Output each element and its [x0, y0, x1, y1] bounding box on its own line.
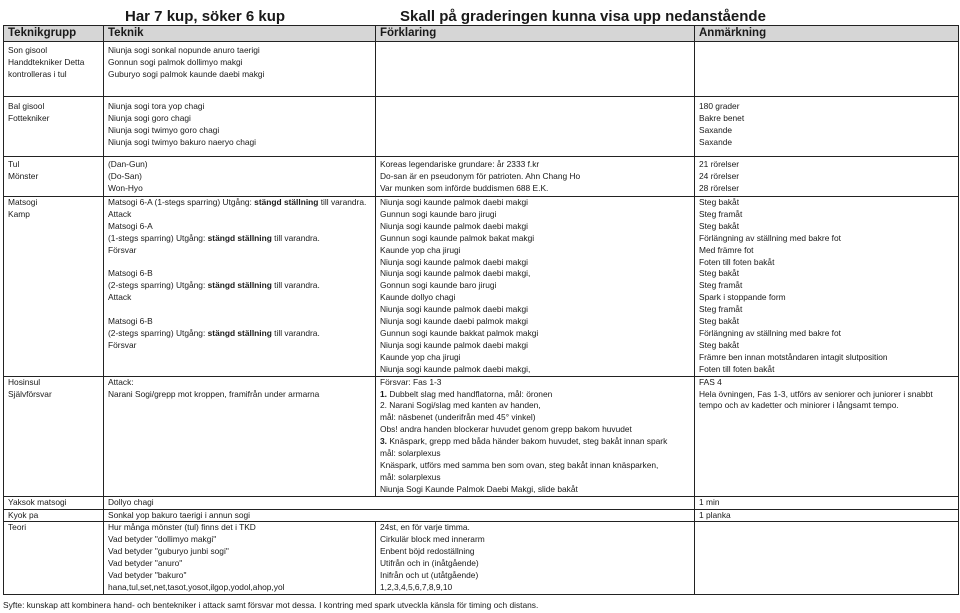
question-line: hana,tul,set,net,tasot,yosot,ilgop,yodol,ahop,yol [108, 582, 285, 592]
remark-line: Steg bakåt [699, 197, 740, 207]
group-label: Tul [8, 159, 20, 169]
remark-line: Steg bakåt [699, 268, 740, 279]
remark-cell [695, 157, 959, 197]
explanation-cell [376, 157, 695, 197]
technique-line: Niunja sogi sonkal nopunde anuro taerigi [108, 45, 260, 55]
remark-line: Bakre benet [699, 112, 745, 123]
remark-line: Foten till foten bakåt [699, 363, 775, 374]
answer-line: 24st, en för varje timma. [380, 522, 470, 533]
requirements-title: Skall på graderingen kunna visa upp nedanstående [400, 8, 766, 25]
technique-cell [104, 157, 376, 197]
remark-line: tempo och av kadetter och miniorer i långsamt tempo. [699, 400, 899, 411]
explanation-line: Knäspark, utförs med samma ben som ovan, steg bakåt innan knäsparken, [380, 459, 659, 470]
group-cell [4, 376, 104, 496]
explanation-line: mål: näsbenet (underifrån med 45° vinkel) [380, 412, 536, 423]
remark-line: Främre ben innan motståndaren intagit slutposition [699, 351, 888, 362]
sparring-role: Attack [108, 292, 132, 303]
group-label: Son gisool [8, 45, 48, 55]
explanation-line: Kaunde yop cha jirugi [380, 351, 461, 362]
group-label: Handdtekniker Detta [8, 56, 85, 67]
explanation-line: Niunja sogi kaunde palmok daebi makgi, [380, 363, 531, 374]
group-cell [4, 42, 104, 97]
question-line: Vad betyder "bakuro" [108, 570, 187, 581]
remark-line: Steg framåt [699, 304, 743, 315]
sparring-desc: (2-stegs sparring) Utgång: stängd ställning till varandra. [108, 280, 320, 291]
explanation-cell [376, 97, 695, 157]
group-label: Fottekniker [8, 112, 50, 123]
remark-line: Saxande [699, 124, 733, 135]
explanation-line: Gunnun sogi kaunde bakkat palmok makgi [380, 327, 539, 338]
technique-cell [104, 522, 376, 595]
table-row-son-gisool [4, 42, 959, 97]
group-cell [4, 197, 104, 377]
group-label: Självförsvar [8, 388, 52, 399]
technique-line: Niunja sogi twimyo goro chagi [108, 124, 220, 135]
remark-line: Steg bakåt [699, 316, 740, 327]
remark-line: Med främre fot [699, 244, 754, 255]
sparring-title: Matsogi 6-B [108, 316, 153, 327]
explanation-line: Kaunde dollyo chagi [380, 292, 456, 303]
explanation-cell [376, 42, 695, 97]
table-row-hosinsul [4, 376, 959, 496]
explanation-line: Koreas legendariske grundare: år 2333 f.kr [380, 159, 540, 169]
technique-cell: Dollyo chagi [104, 496, 695, 509]
page-header [0, 6, 960, 26]
remark-cell [695, 376, 959, 496]
technique-line: Attack: [108, 376, 134, 387]
explanation-line: Gunnun sogi kaunde baro jirugi [380, 208, 497, 219]
answer-line: Inifrån och ut (utåtgående) [380, 570, 479, 581]
pattern-name: (Dan-Gun) [108, 159, 148, 169]
technique-cell [104, 197, 376, 377]
remark-line: Steg framåt [699, 280, 743, 291]
technique-line: Guburyo sogi palmok kaunde daebi makgi [108, 68, 265, 79]
remark-line: Förlängning av ställning med bakre fot [699, 232, 841, 243]
group-label: Matsogi [8, 197, 38, 207]
remark-line: 21 rörelser [699, 159, 740, 169]
answer-line: Enbent böjd redoställning [380, 546, 475, 557]
remark-line: 28 rörelser [699, 182, 740, 193]
sparring-title: Matsogi 6-A [108, 220, 153, 231]
explanation-line: Gonnun sogi kaunde baro jirugi [380, 280, 497, 291]
technique-cell [104, 97, 376, 157]
remark-cell [695, 522, 959, 595]
remark-line: Steg bakåt [699, 339, 740, 350]
technique-cell: Sonkal yop bakuro taerigi i annun sogi [104, 509, 695, 522]
explanation-line: Niunja sogi kaunde palmok daebi makgi [380, 220, 529, 231]
header-cell: Teknik [104, 26, 376, 42]
table-row-yaksok [4, 496, 959, 509]
group-label: Hosinsul [8, 376, 41, 387]
technique-cell [104, 42, 376, 97]
remark-line: Förlängning av ställning med bakre fot [699, 327, 841, 338]
remark-line: Steg framåt [699, 208, 743, 219]
explanation-line: 3. Knäspark, grepp med båda händer bakom huvudet, steg bakåt innan spark [380, 436, 668, 447]
technique-line: Gonnun sogi palmok dollimyo makgi [108, 56, 243, 67]
remark-line: Saxande [699, 136, 733, 147]
explanation-line: Försvar: Fas 1-3 [380, 376, 442, 387]
sparring-desc: (1-stegs sparring) Utgång: stängd ställning till varandra. [108, 232, 320, 243]
remark-line: 180 grader [699, 101, 740, 111]
explanation-line: Do-san är en pseudonym för patrioten. Ahn Chang Ho [380, 170, 581, 181]
sparring-title: Matsogi 6-B [108, 268, 153, 279]
question-line: Vad betyder "guburyo junbi sogi" [108, 546, 229, 557]
header-cell: Anmärkning [695, 26, 959, 42]
table-header-row [4, 26, 959, 42]
question-line: Hur många mönster (tul) finns det i TKD [108, 522, 256, 533]
explanation-line: Niunja sogi kaunde palmok daebi makgi [380, 339, 529, 350]
answer-line: Cirkulär block med innerarm [380, 534, 485, 545]
remark-line: FAS 4 [699, 376, 722, 387]
group-label: Kamp [8, 208, 30, 219]
explanation-line: 1. Dubbelt slag med handflatorna, mål: öronen [380, 388, 553, 399]
header-cell: Förklaring [376, 26, 695, 42]
remark-line: Steg bakåt [699, 220, 740, 231]
explanation-cell [376, 197, 695, 377]
group-cell [4, 157, 104, 197]
pattern-name: Won-Hyo [108, 182, 143, 193]
table-row-tul [4, 157, 959, 197]
explanation-line: mål: solarplexus [380, 471, 441, 482]
header-cell: Teknikgrupp [4, 26, 104, 42]
explanation-line: Niunja sogi kaunde palmok daebi makgi [380, 304, 529, 315]
explanation-cell [376, 376, 695, 496]
technique-line: Niunja sogi tora yop chagi [108, 101, 205, 111]
explanation-line: Var munken som införde buddismen 688 E.K. [380, 182, 549, 193]
explanation-line: mål: solarplexus [380, 448, 441, 459]
table-row-kyok-pa [4, 509, 959, 522]
explanation-line: Gunnun sogi kaunde palmok bakat makgi [380, 232, 535, 243]
remark-cell: 1 planka [695, 509, 959, 522]
table-row-matsogi [4, 197, 959, 377]
curriculum-table [3, 25, 959, 595]
technique-line: Narani Sogi/grepp mot kroppen, framifrån under armarna [108, 388, 320, 399]
explanation-line: Niunja sogi kaunde palmok daebi makgi [380, 256, 529, 267]
explanation-line: Obs! andra handen blockerar huvudet genom grepp bakom huvudet [380, 424, 632, 435]
table-row-teori [4, 522, 959, 595]
sparring-desc: Matsogi 6-A (1-stegs sparring) Utgång: stängd ställning till varandra. [108, 197, 367, 207]
group-cell [4, 97, 104, 157]
explanation-line: Niunja sogi kaunde palmok daebi makgi [380, 197, 529, 207]
remark-line: Hela övningen, Fas 1-3, utförs av seniorer och juniorer i snabbt [699, 388, 933, 399]
answer-line: 1,2,3,4,5,6,7,8,9,10 [380, 582, 453, 592]
question-line: Vad betyder "anuro" [108, 558, 183, 569]
remark-line: 24 rörelser [699, 170, 740, 181]
remark-cell [695, 97, 959, 157]
sparring-role: Försvar [108, 244, 137, 255]
explanation-line: Niunja sogi kaunde palmok daebi makgi, [380, 268, 531, 279]
explanation-cell [376, 522, 695, 595]
grade-title: Har 7 kup, söker 6 kup [125, 8, 286, 25]
group-label: Mönster [8, 170, 39, 181]
remark-cell [695, 42, 959, 97]
answer-line: Utifrån och in (inåtgående) [380, 558, 479, 569]
explanation-line: Niunja Sogi Kaunde Palmok Daebi Makgi, slide bakåt [380, 483, 578, 494]
explanation-line: Niunja sogi kaunde daebi palmok makgi [380, 316, 529, 327]
explanation-line: 2. Narani Sogi/slag med kanten av handen, [380, 400, 541, 411]
remark-line: Foten till foten bakåt [699, 256, 775, 267]
remark-cell [695, 197, 959, 377]
explanation-line: Kaunde yop cha jirugi [380, 244, 461, 255]
table-row-bal-gisool [4, 97, 959, 157]
technique-cell [104, 376, 376, 496]
group-cell: Yaksok matsogi [4, 496, 104, 509]
sparring-role: Attack [108, 208, 132, 219]
remark-cell: 1 min [695, 496, 959, 509]
remark-line: Spark i stoppande form [699, 292, 786, 303]
group-label: kontrolleras i tul [8, 68, 67, 79]
technique-line: Niunja sogi twimyo bakuro naeryo chagi [108, 136, 257, 147]
question-line: Vad betyder "dollimyo makgi" [108, 534, 217, 545]
group-cell: Kyok pa [4, 509, 104, 522]
pattern-name: (Do-San) [108, 170, 142, 181]
purpose-footer: Syfte: kunskap att kombinera hand- och bentekniker i attack samt försvar mot dessa. I kontring med spark utveckla känsla för timing och distans. [3, 600, 539, 610]
sparring-desc: (2-stegs sparring) Utgång: stängd ställning till varandra. [108, 327, 320, 338]
group-cell: Teori [4, 522, 104, 595]
technique-line: Niunja sogi goro chagi [108, 112, 191, 123]
group-label: Bal gisool [8, 101, 45, 111]
sparring-role: Försvar [108, 339, 137, 350]
